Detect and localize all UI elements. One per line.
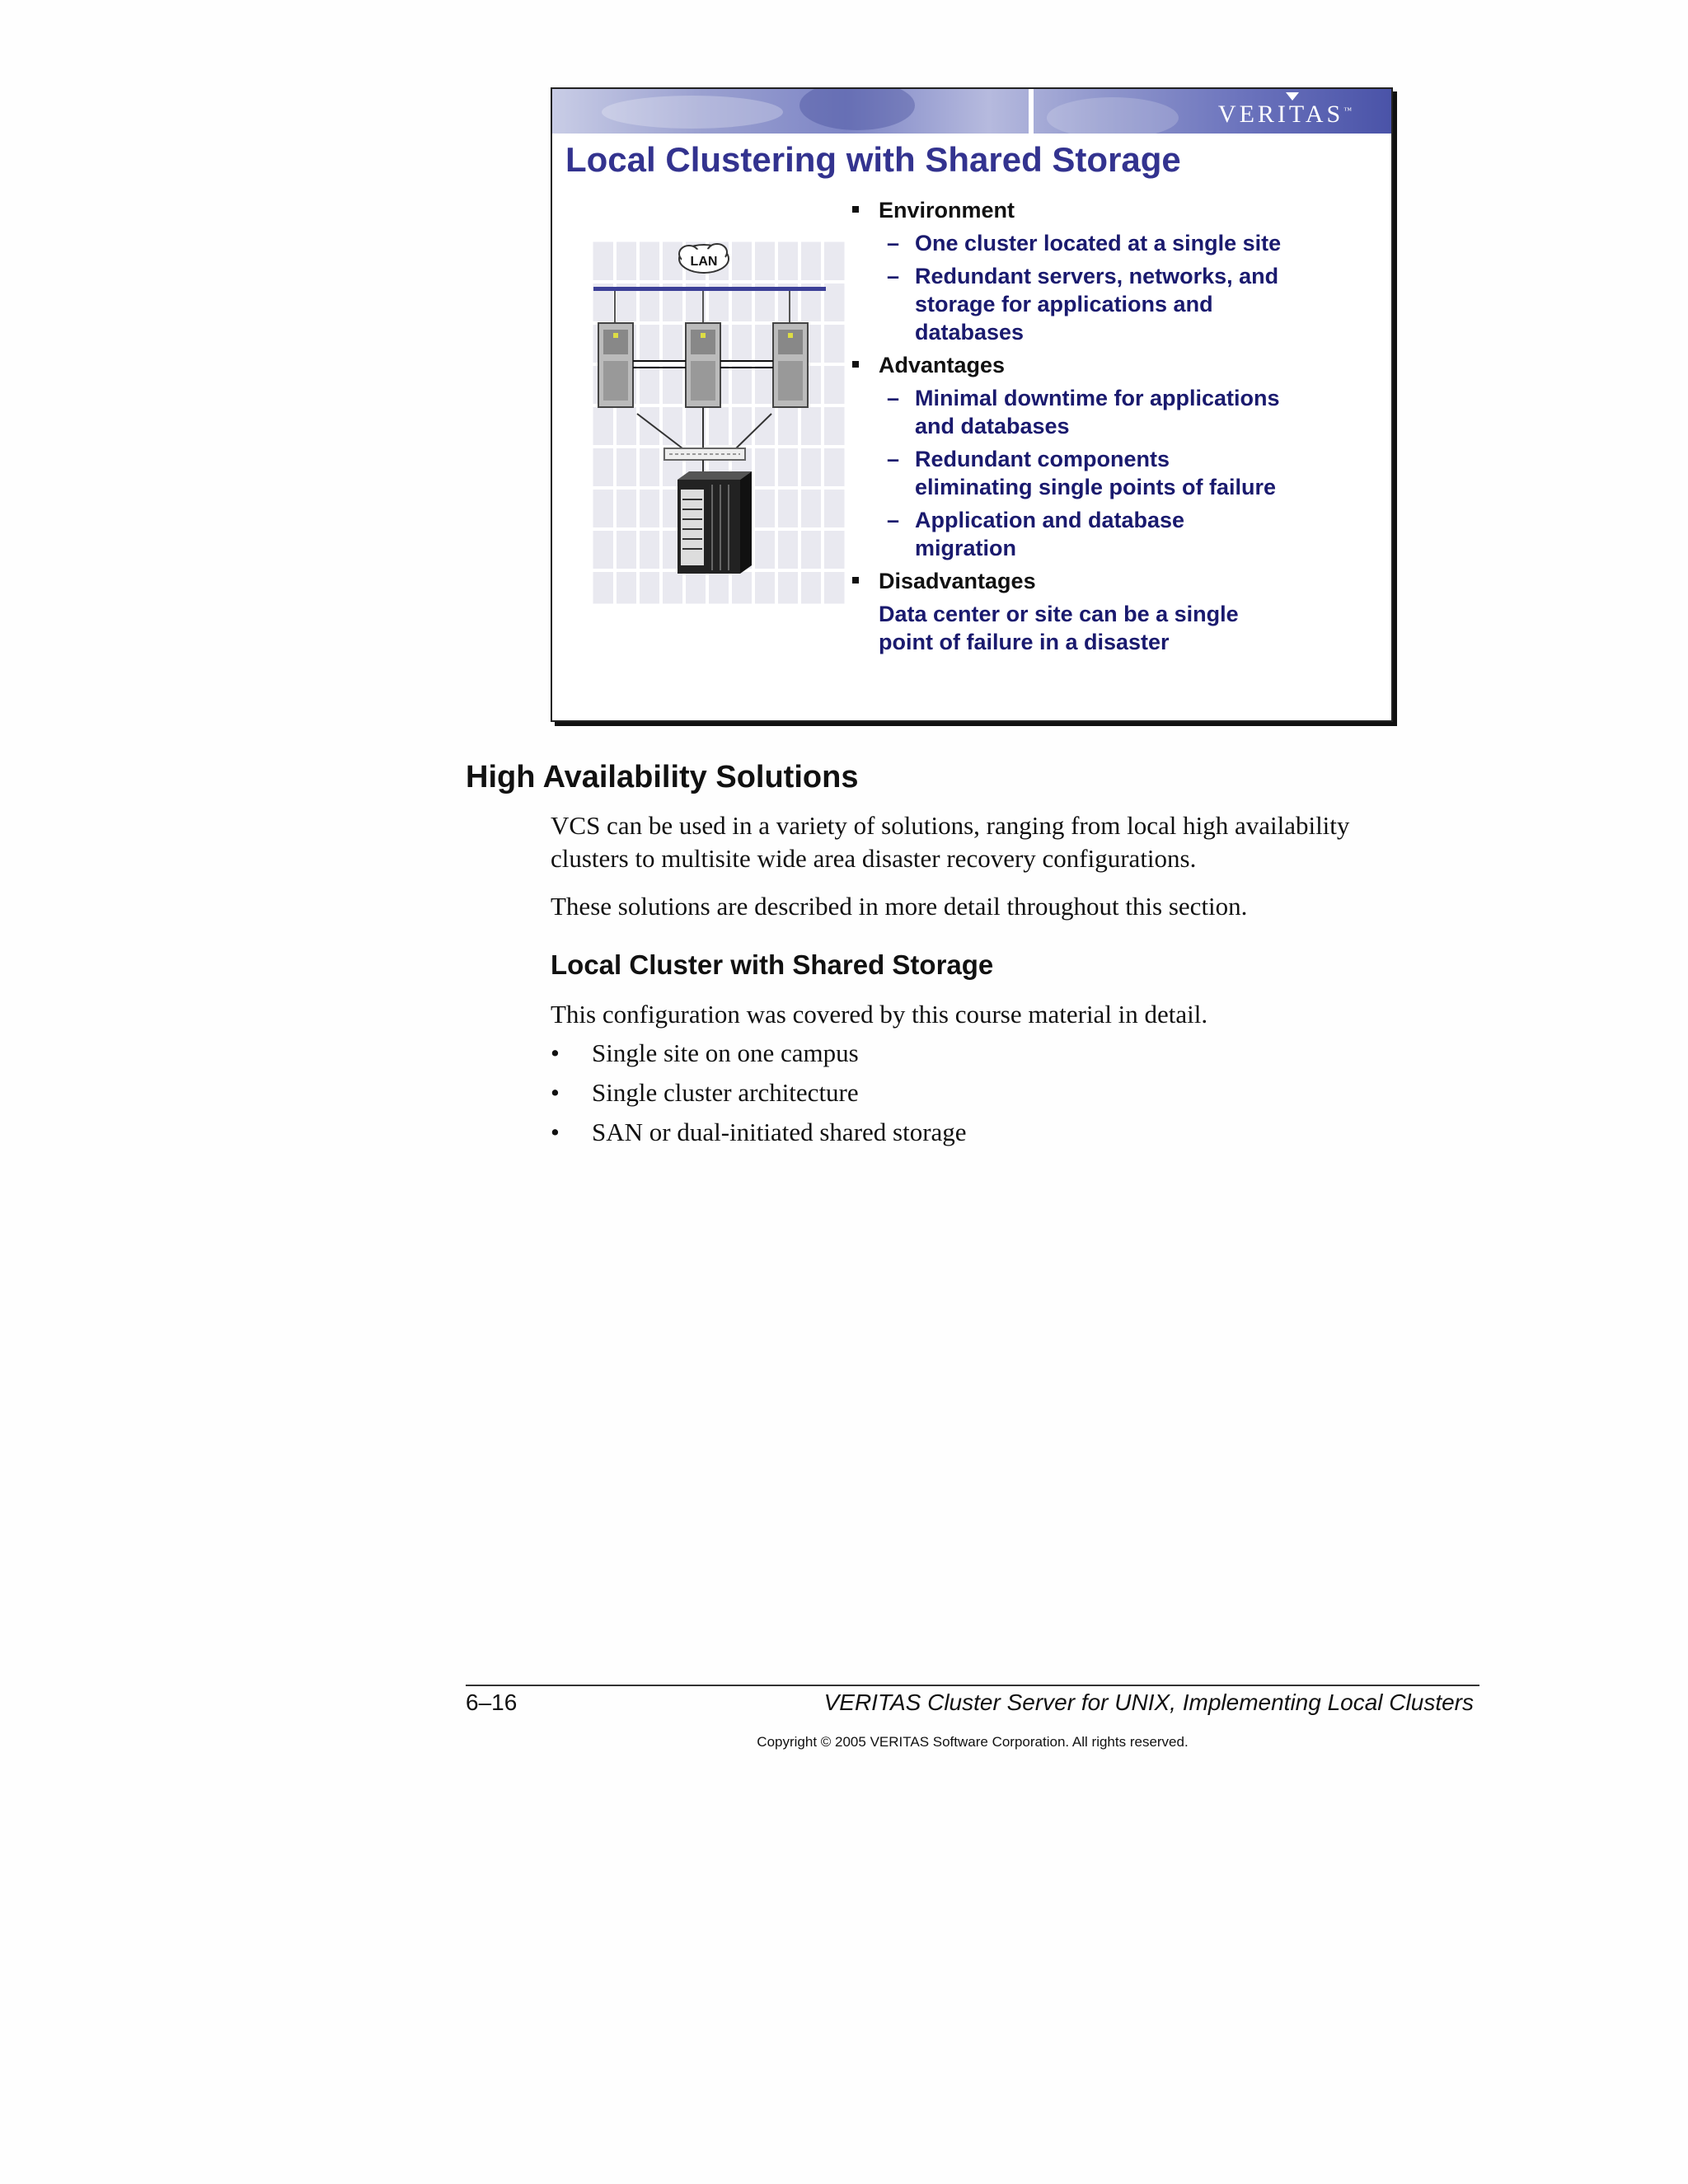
cluster-diagram-graphic bbox=[592, 241, 846, 605]
bullet-disadvantages: Disadvantages bbox=[849, 567, 1360, 595]
sub-bullet: – Application and database migration bbox=[887, 508, 1185, 560]
feature-list bbox=[551, 1033, 967, 1152]
section-heading: High Availability Solutions bbox=[466, 760, 859, 794]
server-icon bbox=[686, 323, 720, 407]
sub-bullet: – Minimal downtime for applications and databases bbox=[887, 386, 1280, 438]
server-icon bbox=[598, 323, 633, 407]
switch-icon bbox=[664, 448, 745, 460]
paragraph-config: This configuration was covered by this course material in detail. bbox=[551, 1000, 1208, 1029]
lan-cloud-icon bbox=[679, 244, 729, 273]
veritas-logo: VERITAS™ bbox=[1217, 101, 1352, 128]
bullet-advantages: Advantages bbox=[849, 351, 1360, 379]
list-item: • Single site on one campus bbox=[551, 1038, 859, 1067]
sub-bullet: – Redundant components eliminating single points of failure bbox=[887, 447, 1277, 499]
footer-book-title: VERITAS Cluster Server for UNIX, Implementing Local Clusters bbox=[823, 1690, 1474, 1715]
bullet-environment: Environment bbox=[849, 196, 1360, 224]
cluster-diagram bbox=[592, 241, 846, 605]
page-number: 6–16 bbox=[466, 1690, 518, 1715]
slide-figure bbox=[551, 87, 1393, 722]
slide-banner bbox=[552, 89, 1391, 134]
slide-title: Local Clustering with Shared Storage bbox=[565, 140, 1181, 179]
disadvantage-text: Data center or site can be a single point of failure in a disaster bbox=[879, 602, 1239, 654]
copyright-notice: Copyright © 2005 VERITAS Software Corporation. All rights reserved. bbox=[757, 1734, 1189, 1750]
paragraph-intro: VCS can be used in a variety of solutions, ranging from local high availability clusters to multisite wide area disaster recovery configurations. bbox=[551, 811, 1350, 873]
sub-bullet: – Redundant servers, networks, and storage for applications and databases bbox=[887, 264, 1279, 344]
list-item: • Single cluster architecture bbox=[551, 1078, 859, 1107]
storage-array-icon bbox=[678, 471, 752, 574]
lan-label: LAN bbox=[690, 255, 718, 269]
paragraph-detail: These solutions are described in more detail throughout this section. bbox=[551, 892, 1248, 921]
slide-bullets bbox=[849, 196, 1360, 656]
subsection-heading: Local Cluster with Shared Storage bbox=[551, 949, 994, 980]
veritas-logo-mark-icon bbox=[1286, 92, 1299, 101]
sub-bullet: – One cluster located at a single site bbox=[887, 231, 1282, 255]
server-icon bbox=[773, 323, 808, 407]
footer-rule bbox=[466, 1685, 1479, 1686]
list-item: • SAN or dual-initiated shared storage bbox=[551, 1118, 967, 1146]
